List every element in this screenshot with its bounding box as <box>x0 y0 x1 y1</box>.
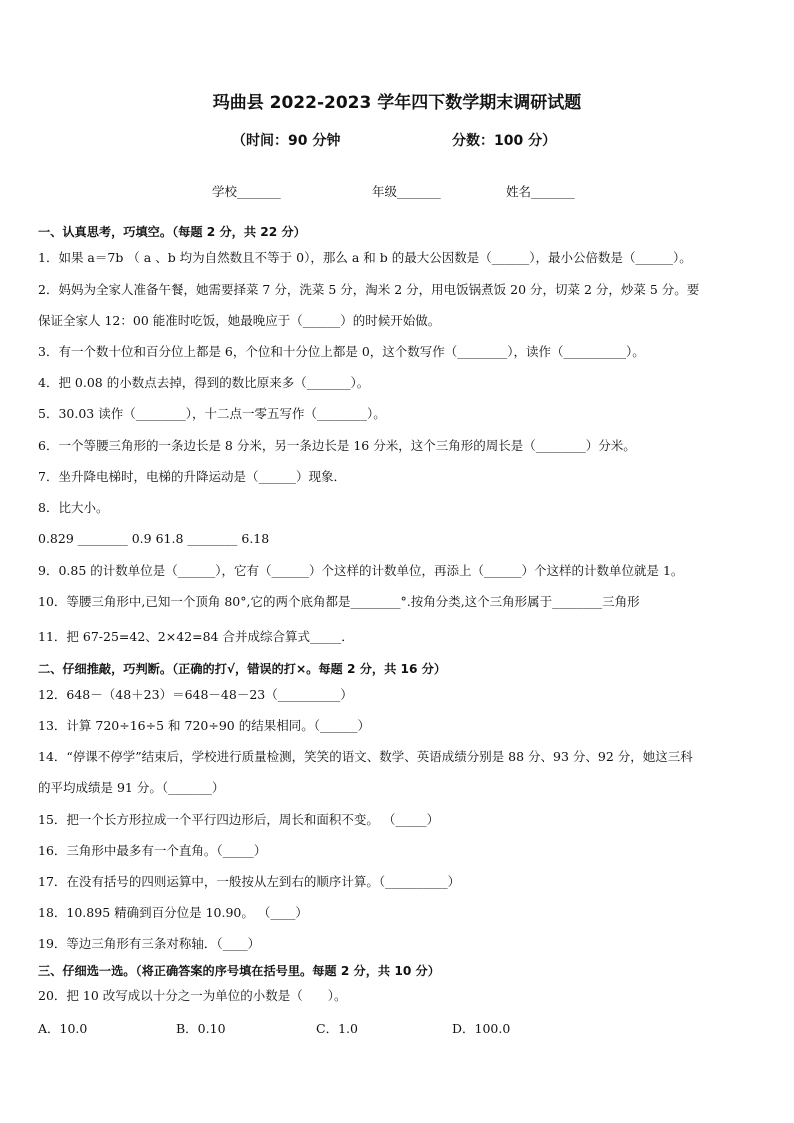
option-c[interactable]: C．1.0 <box>316 1021 358 1036</box>
exam-time: （时间：90 分钟 <box>232 133 341 149</box>
question-4: 4．把 0.08 的小数点去掉，得到的数比原来多（_______）。 <box>38 375 370 390</box>
section-1-heading: 一、认真思考，巧填空。（每题 2 分，共 22 分） <box>38 225 306 239</box>
question-20: 20．把 10 改写成以十分之一为单位的小数是（ ）。 <box>38 988 347 1003</box>
question-18: 18．10.895 精确到百分位是 10.90。 （____） <box>38 905 308 920</box>
question-8: 8．比大小。 <box>38 500 109 515</box>
grade-field[interactable]: 年级_______ <box>372 184 441 199</box>
school-field[interactable]: 学校_______ <box>212 184 281 199</box>
question-5: 5．30.03 读作（________），十二点一零五写作（________）。 <box>38 406 386 421</box>
question-2-line-2: 保证全家人 12：00 能准时吃饭，她最晚应于（______）的时候开始做。 <box>38 313 441 328</box>
question-6: 6．一个等腰三角形的一条边长是 8 分米，另一条边长是 16 分米，这个三角形的周长是（________）分米。 <box>38 438 636 453</box>
question-16: 16．三角形中最多有一个直角。（_____） <box>38 843 267 858</box>
question-12: 12．648－（48＋23）＝648－48－23（__________） <box>38 687 353 702</box>
question-14-line-2: 的平均成绩是 91 分。（_______） <box>38 780 225 795</box>
option-b[interactable]: B．0.10 <box>176 1021 226 1036</box>
question-17: 17．在没有括号的四则运算中，一般按从左到右的顺序计算。（__________） <box>38 874 461 889</box>
question-14-line-1: 14．“停课不停学”结束后，学校进行质量检测，笑笑的语文、数学、英语成绩分别是 88 分、93 分、92 分，她这三科 <box>38 749 693 764</box>
question-7: 7．坐升降电梯时，电梯的升降运动是（______）现象． <box>38 469 346 484</box>
question-9: 9．0.85 的计数单位是（______），它有（______）个这样的计数单位，再添上（______）个这样的计数单位就是 1。 <box>38 563 684 578</box>
question-2-line-1: 2．妈妈为全家人准备午餐，她需要择菜 7 分，洗菜 5 分，淘米 2 分，用电饭锅煮饭 20 分，切菜 2 分，炒菜 5 分。要 <box>38 282 700 297</box>
section-3-heading: 三、仔细选一选。（将正确答案的序号填在括号里。每题 2 分，共 10 分） <box>38 964 440 978</box>
question-3: 3．有一个数十位和百分位上都是 6，个位和十分位上都是 0，这个数写作（________），读作（__________）。 <box>38 344 645 359</box>
question-1: 1．如果 a＝7b （ a 、b 均为自然数且不等于 0），那么 a 和 b 的最大公因数是（______），最小公倍数是（______）。 <box>38 250 692 265</box>
option-a[interactable]: A．10.0 <box>38 1021 88 1036</box>
page-title: 玛曲县 2022-2023 学年四下数学期末调研试题 <box>212 93 582 113</box>
question-8-compare: 0.829 ________ 0.9 61.8 ________ 6.18 <box>38 531 270 546</box>
option-d[interactable]: D．100.0 <box>452 1021 511 1036</box>
section-2-heading: 二、仔细推敲，巧判断。（正确的打√，错误的打×。每题 2 分，共 16 分） <box>38 662 447 676</box>
exam-score: 分数：100 分） <box>452 133 557 149</box>
name-field[interactable]: 姓名_______ <box>506 184 575 199</box>
question-15: 15．把一个长方形拉成一个平行四边形后，周长和面积不变。 （_____） <box>38 812 440 827</box>
question-13: 13．计算 720÷16÷5 和 720÷90 的结果相同。（______） <box>38 718 370 733</box>
question-11: 11．把 67-25=42、2×42=84 合并成综合算式_____． <box>38 629 354 644</box>
question-10: 10．等腰三角形中,已知一个顶角 80°,它的两个底角都是________°.按角分类,这个三角形属于________三角形 <box>38 594 640 609</box>
question-19: 19．等边三角形有三条对称轴．（____） <box>38 936 261 951</box>
